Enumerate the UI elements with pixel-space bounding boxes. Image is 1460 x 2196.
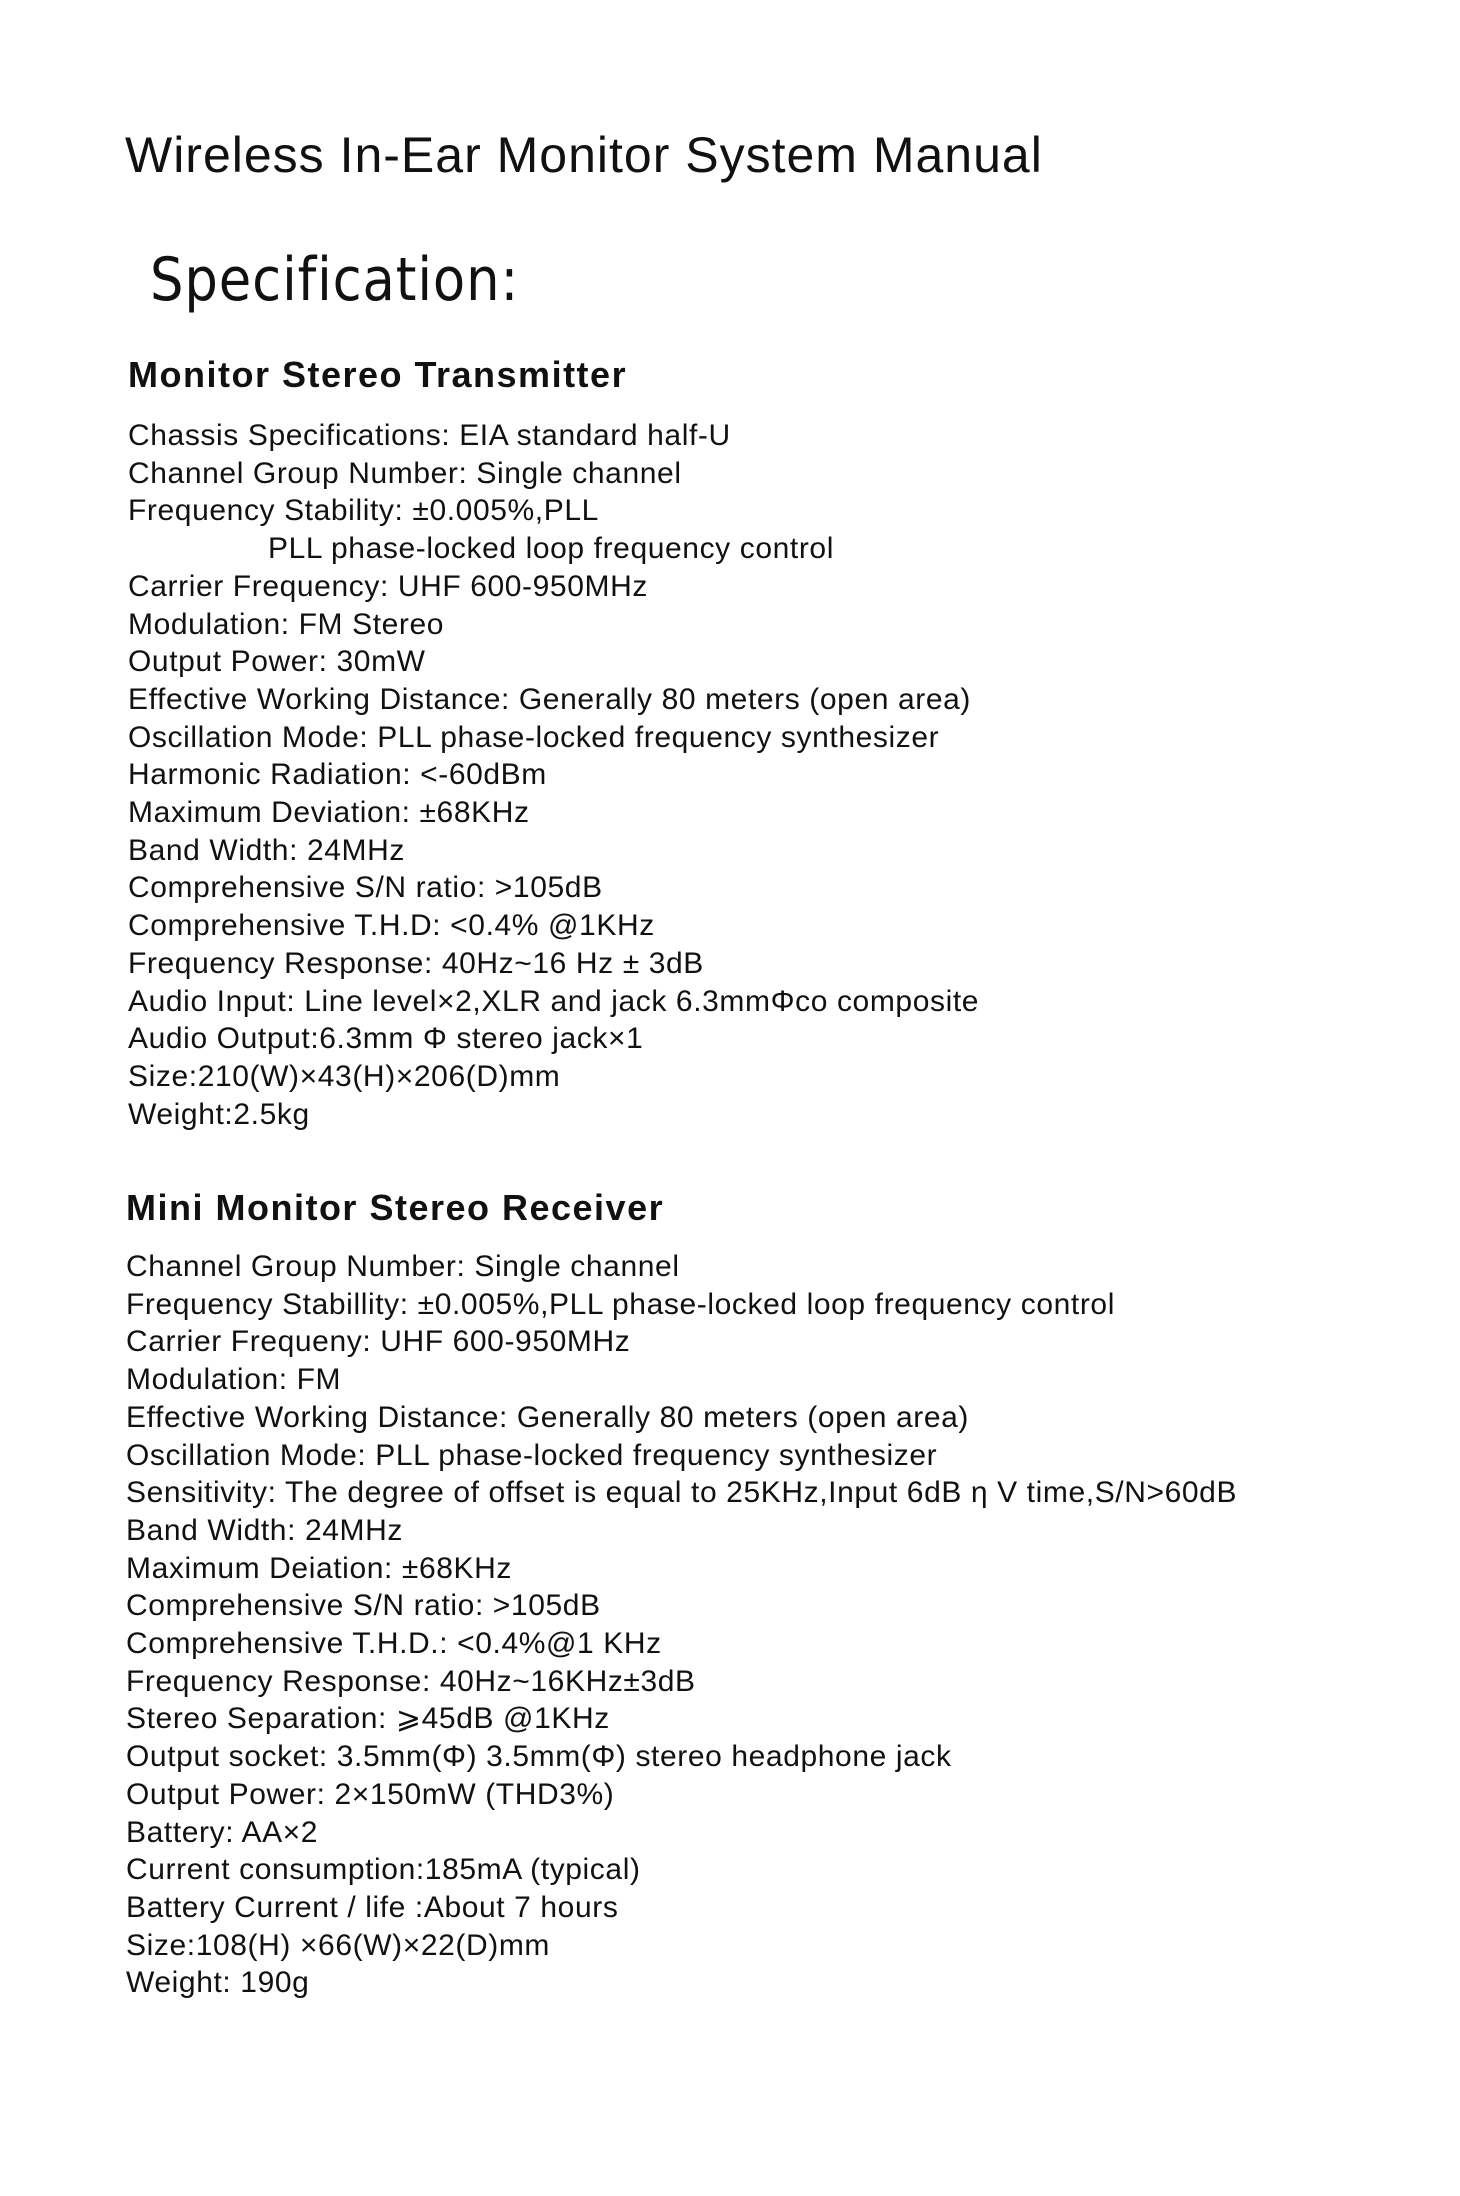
spec-size: Size:108(H) ×66(W)×22(D)mm	[126, 1928, 551, 1962]
spec-frequency-stability: Frequency Stability: ±0.005%,PLL	[128, 494, 599, 528]
spec-output-power: Output Power: 30mW	[128, 645, 426, 679]
spec-harmonic-radiation: Harmonic Radiation: <-60dBm	[128, 758, 547, 792]
transmitter-section	[128, 354, 980, 1133]
spec-size: Size:210(W)×43(H)×206(D)mm	[128, 1059, 561, 1093]
spec-frequency-stability: Frequency Stabillity: ±0.005%,PLL phase-locked loop frequency control	[126, 1287, 1115, 1321]
spec-carrier-frequency: Carrier Frequeny: UHF 600-950MHz	[126, 1325, 631, 1359]
spec-oscillation-mode: Oscillation Mode: PLL phase-locked frequency synthesizer	[126, 1438, 938, 1472]
spec-stereo-separation: Stereo Separation: ⩾45dB @1KHz	[126, 1702, 610, 1736]
spec-modulation: Modulation: FM Stereo	[128, 607, 445, 641]
spec-channel-group: Channel Group Number: Single channel	[128, 456, 682, 490]
specification-heading: Specification:	[150, 245, 520, 315]
spec-thd: Comprehensive T.H.D: <0.4% @1KHz	[128, 909, 655, 943]
spec-output-power: Output Power: 2×150mW (THD3%)	[126, 1777, 615, 1811]
spec-battery-life: Battery Current / life :About 7 hours	[126, 1890, 619, 1924]
spec-band-width: Band Width: 24MHz	[128, 833, 405, 867]
spec-output-socket: Output socket: 3.5mm(Φ) 3.5mm(Φ) stereo headphone jack	[126, 1740, 952, 1774]
receiver-spec-list	[126, 1248, 1237, 2002]
spec-weight: Weight:2.5kg	[128, 1097, 310, 1131]
spec-band-width: Band Width: 24MHz	[126, 1513, 403, 1547]
spec-sensitivity: Sensitivity: The degree of offset is equal to 25KHz,Input 6dB η V time,S/N>60dB	[126, 1476, 1238, 1510]
spec-sn-ratio: Comprehensive S/N ratio: >105dB	[128, 871, 603, 905]
spec-channel-group: Channel Group Number: Single channel	[126, 1250, 680, 1283]
spec-audio-input: Audio Input: Line level×2,XLR and jack 6.3mmΦco composite	[128, 984, 980, 1018]
spec-audio-output: Audio Output:6.3mm Φ stereo jack×1	[128, 1022, 644, 1056]
spec-working-distance: Effective Working Distance: Generally 80 meters (open area)	[126, 1400, 969, 1434]
spec-maximum-deviation: Maximum Deiation: ±68KHz	[126, 1551, 512, 1585]
spec-thd: Comprehensive T.H.D.: <0.4%@1 KHz	[126, 1627, 662, 1661]
spec-modulation: Modulation: FM	[126, 1363, 342, 1397]
spec-frequency-response: Frequency Response: 40Hz~16KHz±3dB	[126, 1664, 696, 1698]
transmitter-title: Monitor Stereo Transmitter	[128, 354, 628, 395]
spec-frequency-stability-note: PLL phase-locked loop frequency control	[268, 532, 834, 566]
spec-frequency-response: Frequency Response: 40Hz~16 Hz ± 3dB	[128, 946, 704, 980]
spec-chassis: Chassis Specifications: EIA standard half-U	[128, 419, 731, 452]
spec-maximum-deviation: Maximum Deviation: ±68KHz	[128, 796, 530, 830]
receiver-section	[126, 1187, 1238, 2002]
spec-carrier-frequency: Carrier Frequency: UHF 600-950MHz	[128, 569, 648, 603]
transmitter-spec-list	[128, 417, 979, 1133]
spec-sn-ratio: Comprehensive S/N ratio: >105dB	[126, 1589, 601, 1623]
spec-weight: Weight: 190g	[126, 1966, 310, 2000]
spec-oscillation-mode: Oscillation Mode: PLL phase-locked frequency synthesizer	[128, 720, 940, 754]
spec-battery: Battery: AA×2	[126, 1815, 319, 1849]
spec-working-distance: Effective Working Distance: Generally 80 meters (open area)	[128, 682, 971, 716]
spec-current-consumption: Current consumption:185mA (typical)	[126, 1853, 641, 1887]
document-title: Wireless In-Ear Monitor System Manual	[125, 127, 1043, 183]
receiver-title: Mini Monitor Stereo Receiver	[126, 1187, 665, 1228]
